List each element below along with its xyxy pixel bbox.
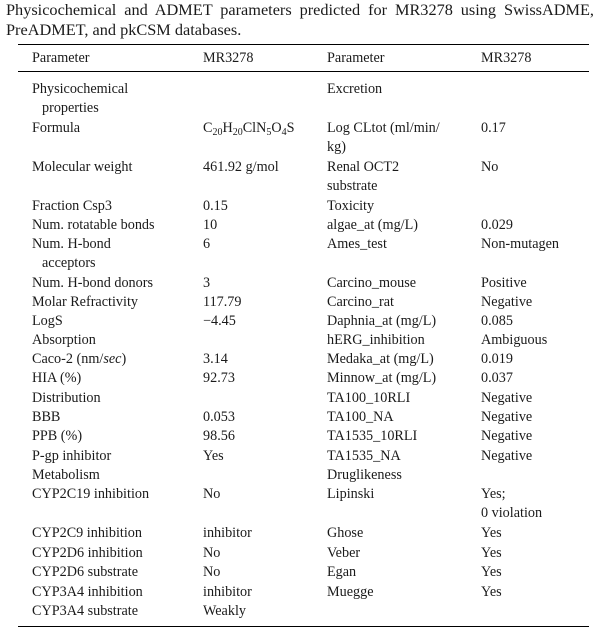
cyp3a4-substrate-label: CYP3A4 substrate bbox=[32, 603, 139, 619]
ppb-label: PPB (%) bbox=[32, 428, 83, 444]
section-distribution: Distribution bbox=[32, 390, 101, 406]
section-toxicity: Toxicity bbox=[327, 198, 375, 214]
hbond-donors-value: 3 bbox=[203, 275, 211, 291]
caco2-label: Caco-2 (nm/sec) bbox=[32, 351, 127, 367]
cyp3a4-substrate-value: Weakly bbox=[203, 603, 246, 619]
section-physicochemical: Physicochemical properties bbox=[32, 81, 129, 116]
muegge-value: Yes bbox=[481, 584, 502, 600]
cyp2d6-substrate-value: No bbox=[203, 564, 221, 580]
herg-inhibition-value: Ambiguous bbox=[481, 332, 548, 348]
cyp3a4-inhibition-label: CYP3A4 inhibition bbox=[32, 584, 143, 600]
section-excretion: Excretion bbox=[327, 81, 383, 97]
cyp2d6-inhibition-label: CYP2D6 inhibition bbox=[32, 545, 143, 561]
algae-at-label: algae_at (mg/L) bbox=[327, 217, 418, 233]
daphnia-at-label: Daphnia_at (mg/L) bbox=[327, 313, 437, 329]
ghose-value: Yes bbox=[481, 525, 502, 541]
header-rule bbox=[18, 71, 589, 72]
medaka-at-label: Medaka_at (mg/L) bbox=[327, 351, 434, 367]
cyp3a4-inhibition-value: inhibitor bbox=[203, 584, 252, 600]
herg-inhibition-label: hERG_inhibition bbox=[327, 332, 425, 348]
pgp-inhibitor-value: Yes bbox=[203, 448, 224, 464]
table-caption: Physicochemical and ADMET parameters predicted for MR3278 using SwissADME, PreADMET, and pkCSM databases. bbox=[6, 0, 594, 39]
ames-test-label: Ames_test bbox=[327, 236, 387, 252]
section-absorption: Absorption bbox=[32, 332, 96, 348]
logs-label: LogS bbox=[32, 313, 63, 329]
pgp-inhibitor-label: P-gp inhibitor bbox=[32, 448, 112, 464]
section-druglikeness: Druglikeness bbox=[327, 467, 402, 483]
egan-value: Yes bbox=[481, 564, 502, 580]
hia-label: HIA (%) bbox=[32, 370, 82, 386]
header-compound-left: MR3278 bbox=[203, 50, 254, 66]
ta1535-10rli-value: Negative bbox=[481, 428, 533, 444]
header-parameter-left: Parameter bbox=[32, 50, 90, 66]
carcino-mouse-value: Positive bbox=[481, 275, 527, 291]
hia-value: 92.73 bbox=[203, 370, 235, 386]
caco2-value: 3.14 bbox=[203, 351, 228, 367]
lipinski-label: Lipinski bbox=[327, 486, 375, 502]
cyp2c19-inhibition-value: No bbox=[203, 486, 221, 502]
renal-oct2-value: No bbox=[481, 159, 499, 175]
veber-value: Yes bbox=[481, 545, 502, 561]
ta100-na-value: Negative bbox=[481, 409, 533, 425]
carcino-rat-label: Carcino_rat bbox=[327, 294, 394, 310]
hbond-acceptors-value: 6 bbox=[203, 236, 211, 252]
rotbonds-value: 10 bbox=[203, 217, 218, 233]
ghose-label: Ghose bbox=[327, 525, 364, 541]
cyp2d6-inhibition-value: No bbox=[203, 545, 221, 561]
bottom-rule bbox=[18, 626, 589, 627]
ames-test-value: Non-mutagen bbox=[481, 236, 560, 252]
fcsp3-value: 0.15 bbox=[203, 198, 228, 214]
molar-refractivity-value: 117.79 bbox=[203, 294, 242, 310]
ppb-value: 98.56 bbox=[203, 428, 235, 444]
algae-at-value: 0.029 bbox=[481, 217, 513, 233]
ta100-na-label: TA100_NA bbox=[327, 409, 394, 425]
header-parameter-right: Parameter bbox=[327, 50, 385, 66]
ta1535-10rli-label: TA1535_10RLI bbox=[327, 428, 418, 444]
ta100-10rli-label: TA100_10RLI bbox=[327, 390, 411, 406]
cyp2c9-inhibition-label: CYP2C9 inhibition bbox=[32, 525, 142, 541]
section-metabolism: Metabolism bbox=[32, 467, 100, 483]
log-cltot-label: Log CLtot (ml/min/ kg) bbox=[327, 120, 440, 155]
renal-oct2-label: Renal OCT2 substrate bbox=[327, 159, 400, 194]
rotbonds-label: Num. rotatable bonds bbox=[32, 217, 155, 233]
minnow-at-value: 0.037 bbox=[481, 370, 513, 386]
header-compound-right: MR3278 bbox=[481, 50, 532, 66]
daphnia-at-value: 0.085 bbox=[481, 313, 513, 329]
medaka-at-value: 0.019 bbox=[481, 351, 513, 367]
egan-label: Egan bbox=[327, 564, 357, 580]
logs-value: −4.45 bbox=[203, 313, 236, 329]
ta1535-na-value: Negative bbox=[481, 448, 533, 464]
fcsp3-label: Fraction Csp3 bbox=[32, 198, 112, 214]
cyp2d6-substrate-label: CYP2D6 substrate bbox=[32, 564, 139, 580]
lipinski-value: Yes; 0 violation bbox=[481, 486, 543, 521]
veber-label: Veber bbox=[327, 545, 361, 561]
cyp2c19-inhibition-label: CYP2C19 inhibition bbox=[32, 486, 150, 502]
formula-value: $C_{20}H_{20}ClN_5O_4S$ bbox=[203, 120, 295, 138]
top-rule bbox=[18, 44, 589, 45]
mw-label: Molecular weight bbox=[32, 159, 133, 175]
carcino-mouse-label: Carcino_mouse bbox=[327, 275, 417, 291]
hbond-donors-label: Num. H-bond donors bbox=[32, 275, 153, 291]
hbond-acceptors-label: Num. H-bond acceptors bbox=[32, 236, 111, 271]
ta100-10rli-value: Negative bbox=[481, 390, 533, 406]
bbb-value: 0.053 bbox=[203, 409, 235, 425]
log-cltot-value: 0.17 bbox=[481, 120, 506, 136]
ta1535-na-label: TA1535_NA bbox=[327, 448, 401, 464]
molar-refractivity-label: Molar Refractivity bbox=[32, 294, 138, 310]
minnow-at-label: Minnow_at (mg/L) bbox=[327, 370, 437, 386]
mw-value: 461.92 g/mol bbox=[203, 159, 279, 175]
muegge-label: Muegge bbox=[327, 584, 374, 600]
cyp2c9-inhibition-value: inhibitor bbox=[203, 525, 252, 541]
bbb-label: BBB bbox=[32, 409, 61, 425]
formula-label: Formula bbox=[32, 120, 81, 136]
carcino-rat-value: Negative bbox=[481, 294, 533, 310]
